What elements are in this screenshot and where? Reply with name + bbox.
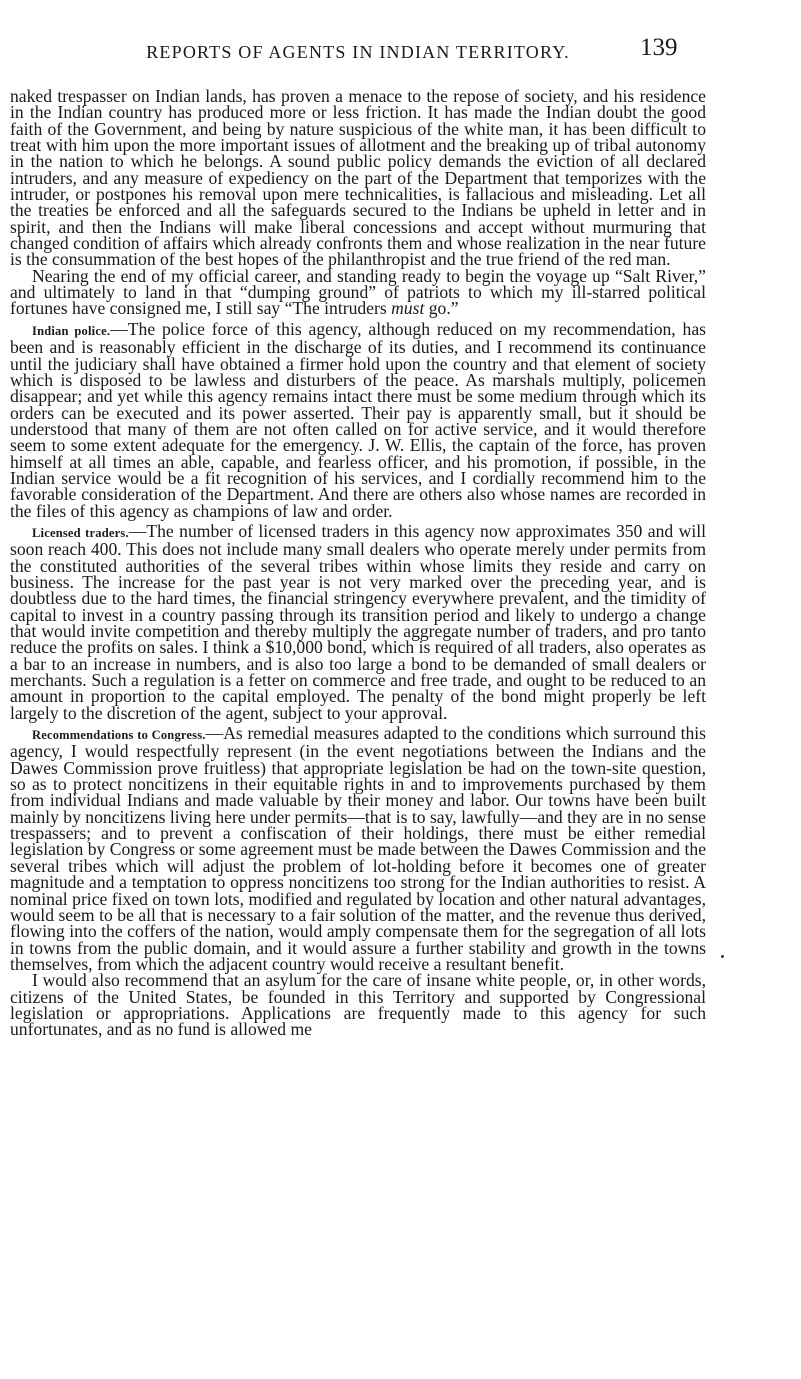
section-recommendations-text: —As remedial measures adapted to the conditions which surround this agency, I would respectfully represent (in the event negotiations between the Indians and the Dawes Commission prove fruitless) that appropriate legislation be had on the town-site question, so as to protect noncitizens in their equitable rights in and to improvements purchased by them from individual Indians and made valuable by their money and labor. Our towns have been built mainly by noncitizens living here under permits—that is to say, lawfully—and they are in no sense trespassers; and to prevent a confiscation of their holdings, there must be either remedial legislation by Congress or some agreement must be made between the Dawes Commission and the several tribes which will adjust the problem of lot-holding before it becomes one of greater magnitude and a temptation to oppress noncitizens too strong for the Indian authorities to resist. A nominal price fixed on town lots, modified and regulated by location and other natural advantages, would seem to be all that is necessary to a fair solution of the matter, and the revenue thus derived, flowing into the coffers of the nation, would amply compensate them for the segregation of all lots in towns from the public domain, and it would assure a further stability and growth in the towns themselves, from which the adjacent country would receive a resultant benefit. [10, 723, 706, 974]
paragraph-salt-river-text: Nearing the end of my official career, and standing ready to begin the voyage up “Salt River,” and ultimately to land in that “dumping ground” of patriots to which my ill-starred political fortunes have consigned me, I still say “The intruders [10, 265, 706, 319]
section-licensed-traders [10, 520, 706, 723]
paragraph-salt-river-end: go.” [424, 298, 459, 319]
paragraph-salt-river [10, 265, 706, 319]
paragraph-asylum: I would also recommend that an asylum for the care of insane white people, or, in other words, citizens of the United States, be founded in this Territory and supported by Congressional legislation or appropriations. Applications are frequently made to this agency for such unfortunates, and as no fund is allowed me [10, 970, 706, 1040]
section-licensed-traders-text: —The number of licensed traders in this agency now approximates 350 and will soon reach 400. This does not include many small dealers who operate merely under permits from the constituted authorities of the several tribes within whose limits they reside and carry on business. The increase for the past year is not very marked over the preceding year, and is doubtless due to the hard times, the financial stringency everywhere prevalent, and the timidity of capital to invest in a country passing through its transition period and likely to undergo a change that would invite competition and thereby multiply the aggregate number of traders, and pro tanto reduce the profits on sales. I think a $10,000 bond, which is required of all traders, also operates as a bar to an increase in numbers, and is also too large a bond to be demanded of small dealers or merchants. Such a regulation is a fetter on commerce and free trade, and ought to be reduced to an amount in proportion to the capital employed. The penalty of the bond might properly be left largely to the discretion of the agent, subject to your approval. [10, 520, 706, 723]
side-heading-recommendations: Recommendations to Congress. [32, 728, 206, 743]
body-text [10, 88, 706, 1038]
section-indian-police [10, 318, 706, 521]
page-header [0, 34, 801, 74]
side-heading-indian-police: Indian police. [32, 323, 111, 338]
page-number: 139 [640, 34, 678, 61]
section-recommendations [10, 725, 706, 972]
side-heading-licensed-traders: Licensed traders. [32, 525, 129, 540]
emphasis-must: must [391, 298, 425, 319]
running-head: REPORTS OF AGENTS IN INDIAN TERRITORY. [146, 42, 570, 62]
section-indian-police-text: —The police force of this agency, although reduced on my recommendation, has been and is reasonably efficient in the discharge of its duties, and I recommend its continuance until the judiciary shall have obtained a firmer hold upon the country and that element of society which is disposed to be lawless and disturbers of the peace. As marshals multiply, policemen disappear; and yet while this agency remains intact there must be some medium through which its orders can be executed and its power asserted. Their pay is apparently small, but it should be understood that many of them are not often called on for active service, and it would therefore seem to some extent adequate for the emergency. J. W. Ellis, the captain of the force, has proven himself at all times an able, capable, and fearless officer, and his promotion, if possible, in the Indian service would be a fit recognition of his services, and I cordially recommend him to the favorable consideration of the Department. And there are others also whose names are recorded in the files of this agency as champions of law and order. [10, 318, 706, 521]
margin-mark [721, 955, 724, 958]
paragraph-intruders: naked trespasser on Indian lands, has proven a menace to the repose of society, and his residence in the Indian country has produced more or less friction. It has made the Indian doubt the good faith of the Government, and being by nature suspicious of the white man, it has been difficult to treat with him upon the more important issues of allotment and the breaking up of tribal autonomy in the nation to which he belongs. A sound public policy demands the eviction of all declared intruders, and any measure of expediency on the part of the Department that temporizes with the intruder, or postpones his removal upon mere technicalities, is fallacious and misleading. Let all the treaties be enforced and all the safeguards secured to the Indians be upheld in letter and in spirit, and then the Indians will make liberal concessions and accept without murmuring that changed condition of affairs which already confronts them and whose realization in the near future is the consummation of the best hopes of the philanthropist and the true friend of the red man. [10, 86, 706, 270]
